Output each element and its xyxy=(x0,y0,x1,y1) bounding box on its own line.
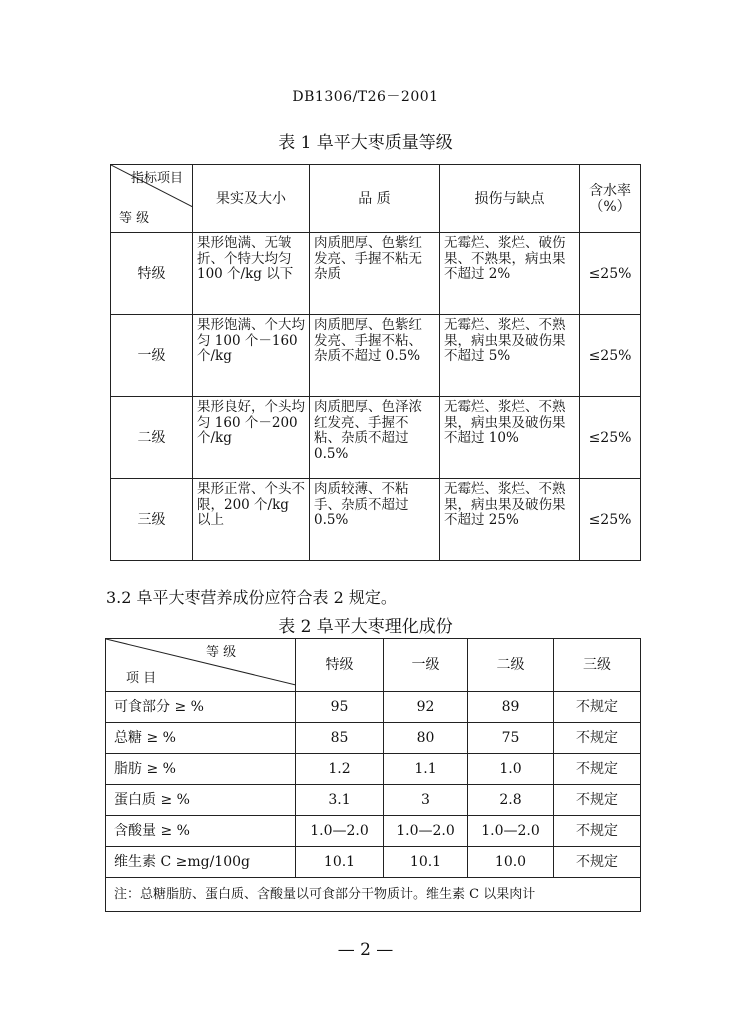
value-cell: 不规定 xyxy=(554,723,641,754)
value-cell: 89 xyxy=(468,692,554,723)
value-cell: 不规定 xyxy=(554,692,641,723)
corner-bottom-label: 项 目 xyxy=(126,671,157,686)
value-cell: 3.1 xyxy=(296,785,384,816)
value-cell: 不规定 xyxy=(554,816,641,847)
table-row xyxy=(106,723,641,754)
corner-top-label: 等 级 xyxy=(206,645,237,660)
table-row xyxy=(111,479,641,561)
item-cell: 蛋白质 ≥ % xyxy=(106,785,296,816)
grade-cell: 一级 xyxy=(111,315,193,397)
quality-cell: 肉质肥厚、色泽浓红发亮、手握不粘、杂质不超过 0.5% xyxy=(310,397,440,479)
item-cell: 含酸量 ≥ % xyxy=(106,816,296,847)
grade-cell: 三级 xyxy=(111,479,193,561)
size-cell: 果形饱满、个大均匀 100 个－160 个/kg xyxy=(193,315,310,397)
value-cell: 10.0 xyxy=(468,847,554,878)
column-header: 一级 xyxy=(384,639,468,692)
quality-cell: 肉质肥厚、色紫红发亮、手握不粘无杂质 xyxy=(310,233,440,315)
column-header: 特级 xyxy=(296,639,384,692)
grade-cell: 特级 xyxy=(111,233,193,315)
table1-header-row xyxy=(111,165,641,233)
quality-cell: 肉质较薄、不粘手、杂质不超过 0.5% xyxy=(310,479,440,561)
table-row xyxy=(106,785,641,816)
table1-corner-cell xyxy=(111,165,193,233)
table-row xyxy=(111,315,641,397)
moisture-cell: ≤25% xyxy=(580,479,641,561)
value-cell: 92 xyxy=(384,692,468,723)
table2-corner-cell xyxy=(106,639,296,692)
size-cell: 果形正常、个头不限，200 个/kg 以上 xyxy=(193,479,310,561)
value-cell: 95 xyxy=(296,692,384,723)
value-cell: 2.8 xyxy=(468,785,554,816)
quality-cell: 肉质肥厚、色紫红发亮、手握不粘、杂质不超过 0.5% xyxy=(310,315,440,397)
item-cell: 脂肪 ≥ % xyxy=(106,754,296,785)
column-header: 果实及大小 xyxy=(193,165,310,233)
defect-cell: 无霉烂、浆烂、不熟果，病虫果及破伤果不超过 25% xyxy=(440,479,580,561)
corner-top-label: 指标项目 xyxy=(131,171,184,186)
size-cell: 果形良好，个头均匀 160 个－200 个/kg xyxy=(193,397,310,479)
value-cell: 1.1 xyxy=(384,754,468,785)
table-row xyxy=(106,847,641,878)
column-header: 二级 xyxy=(468,639,554,692)
table2-caption: 表 2 阜平大枣理化成份 xyxy=(278,617,453,637)
defect-cell: 无霉烂、浆烂、不熟果，病虫果及破伤果不超过 5% xyxy=(440,315,580,397)
note-row xyxy=(106,878,641,912)
moisture-cell: ≤25% xyxy=(580,233,641,315)
value-cell: 75 xyxy=(468,723,554,754)
moisture-cell: ≤25% xyxy=(580,315,641,397)
value-cell: 1.0 xyxy=(468,754,554,785)
page-number: — 2 — xyxy=(337,940,394,960)
table-row xyxy=(106,692,641,723)
value-cell: 不规定 xyxy=(554,785,641,816)
column-header: 损伤与缺点 xyxy=(440,165,580,233)
value-cell: 1.0—2.0 xyxy=(384,816,468,847)
clause-3-2: 3.2 阜平大枣营养成份应符合表 2 规定。 xyxy=(106,588,397,607)
column-header: 品 质 xyxy=(310,165,440,233)
table-row xyxy=(111,233,641,315)
defect-cell: 无霉烂、浆烂、破伤果、不熟果，病虫果不超过 2% xyxy=(440,233,580,315)
grade-cell: 二级 xyxy=(111,397,193,479)
table2-header-row xyxy=(106,639,641,692)
value-cell: 85 xyxy=(296,723,384,754)
value-cell: 80 xyxy=(384,723,468,754)
value-cell: 1.0—2.0 xyxy=(468,816,554,847)
composition-table xyxy=(105,638,641,912)
item-cell: 总糖 ≥ % xyxy=(106,723,296,754)
value-cell: 1.2 xyxy=(296,754,384,785)
corner-bottom-label: 等 级 xyxy=(119,211,150,226)
table2-note: 注：总糖脂肪、蛋白质、含酸量以可食部分干物质计。维生素 C 以果肉计 xyxy=(106,878,641,912)
value-cell: 10.1 xyxy=(296,847,384,878)
item-cell: 维生素 C ≥mg/100g xyxy=(106,847,296,878)
table-row xyxy=(106,816,641,847)
value-cell: 不规定 xyxy=(554,847,641,878)
column-header: 三级 xyxy=(554,639,641,692)
moisture-cell: ≤25% xyxy=(580,397,641,479)
value-cell: 10.1 xyxy=(384,847,468,878)
value-cell: 不规定 xyxy=(554,754,641,785)
table-row xyxy=(106,754,641,785)
quality-grade-table xyxy=(110,164,641,561)
defect-cell: 无霉烂、浆烂、不熟果，病虫果及破伤果不超过 10% xyxy=(440,397,580,479)
document-header: DB1306/T26－2001 xyxy=(292,89,439,105)
value-cell: 1.0—2.0 xyxy=(296,816,384,847)
table-row xyxy=(111,397,641,479)
column-header: 含水率（%） xyxy=(580,165,641,233)
value-cell: 3 xyxy=(384,785,468,816)
size-cell: 果形饱满、无皱折、个特大均匀 100 个/kg 以下 xyxy=(193,233,310,315)
table1-caption: 表 1 阜平大枣质量等级 xyxy=(278,133,453,153)
item-cell: 可食部分 ≥ % xyxy=(106,692,296,723)
